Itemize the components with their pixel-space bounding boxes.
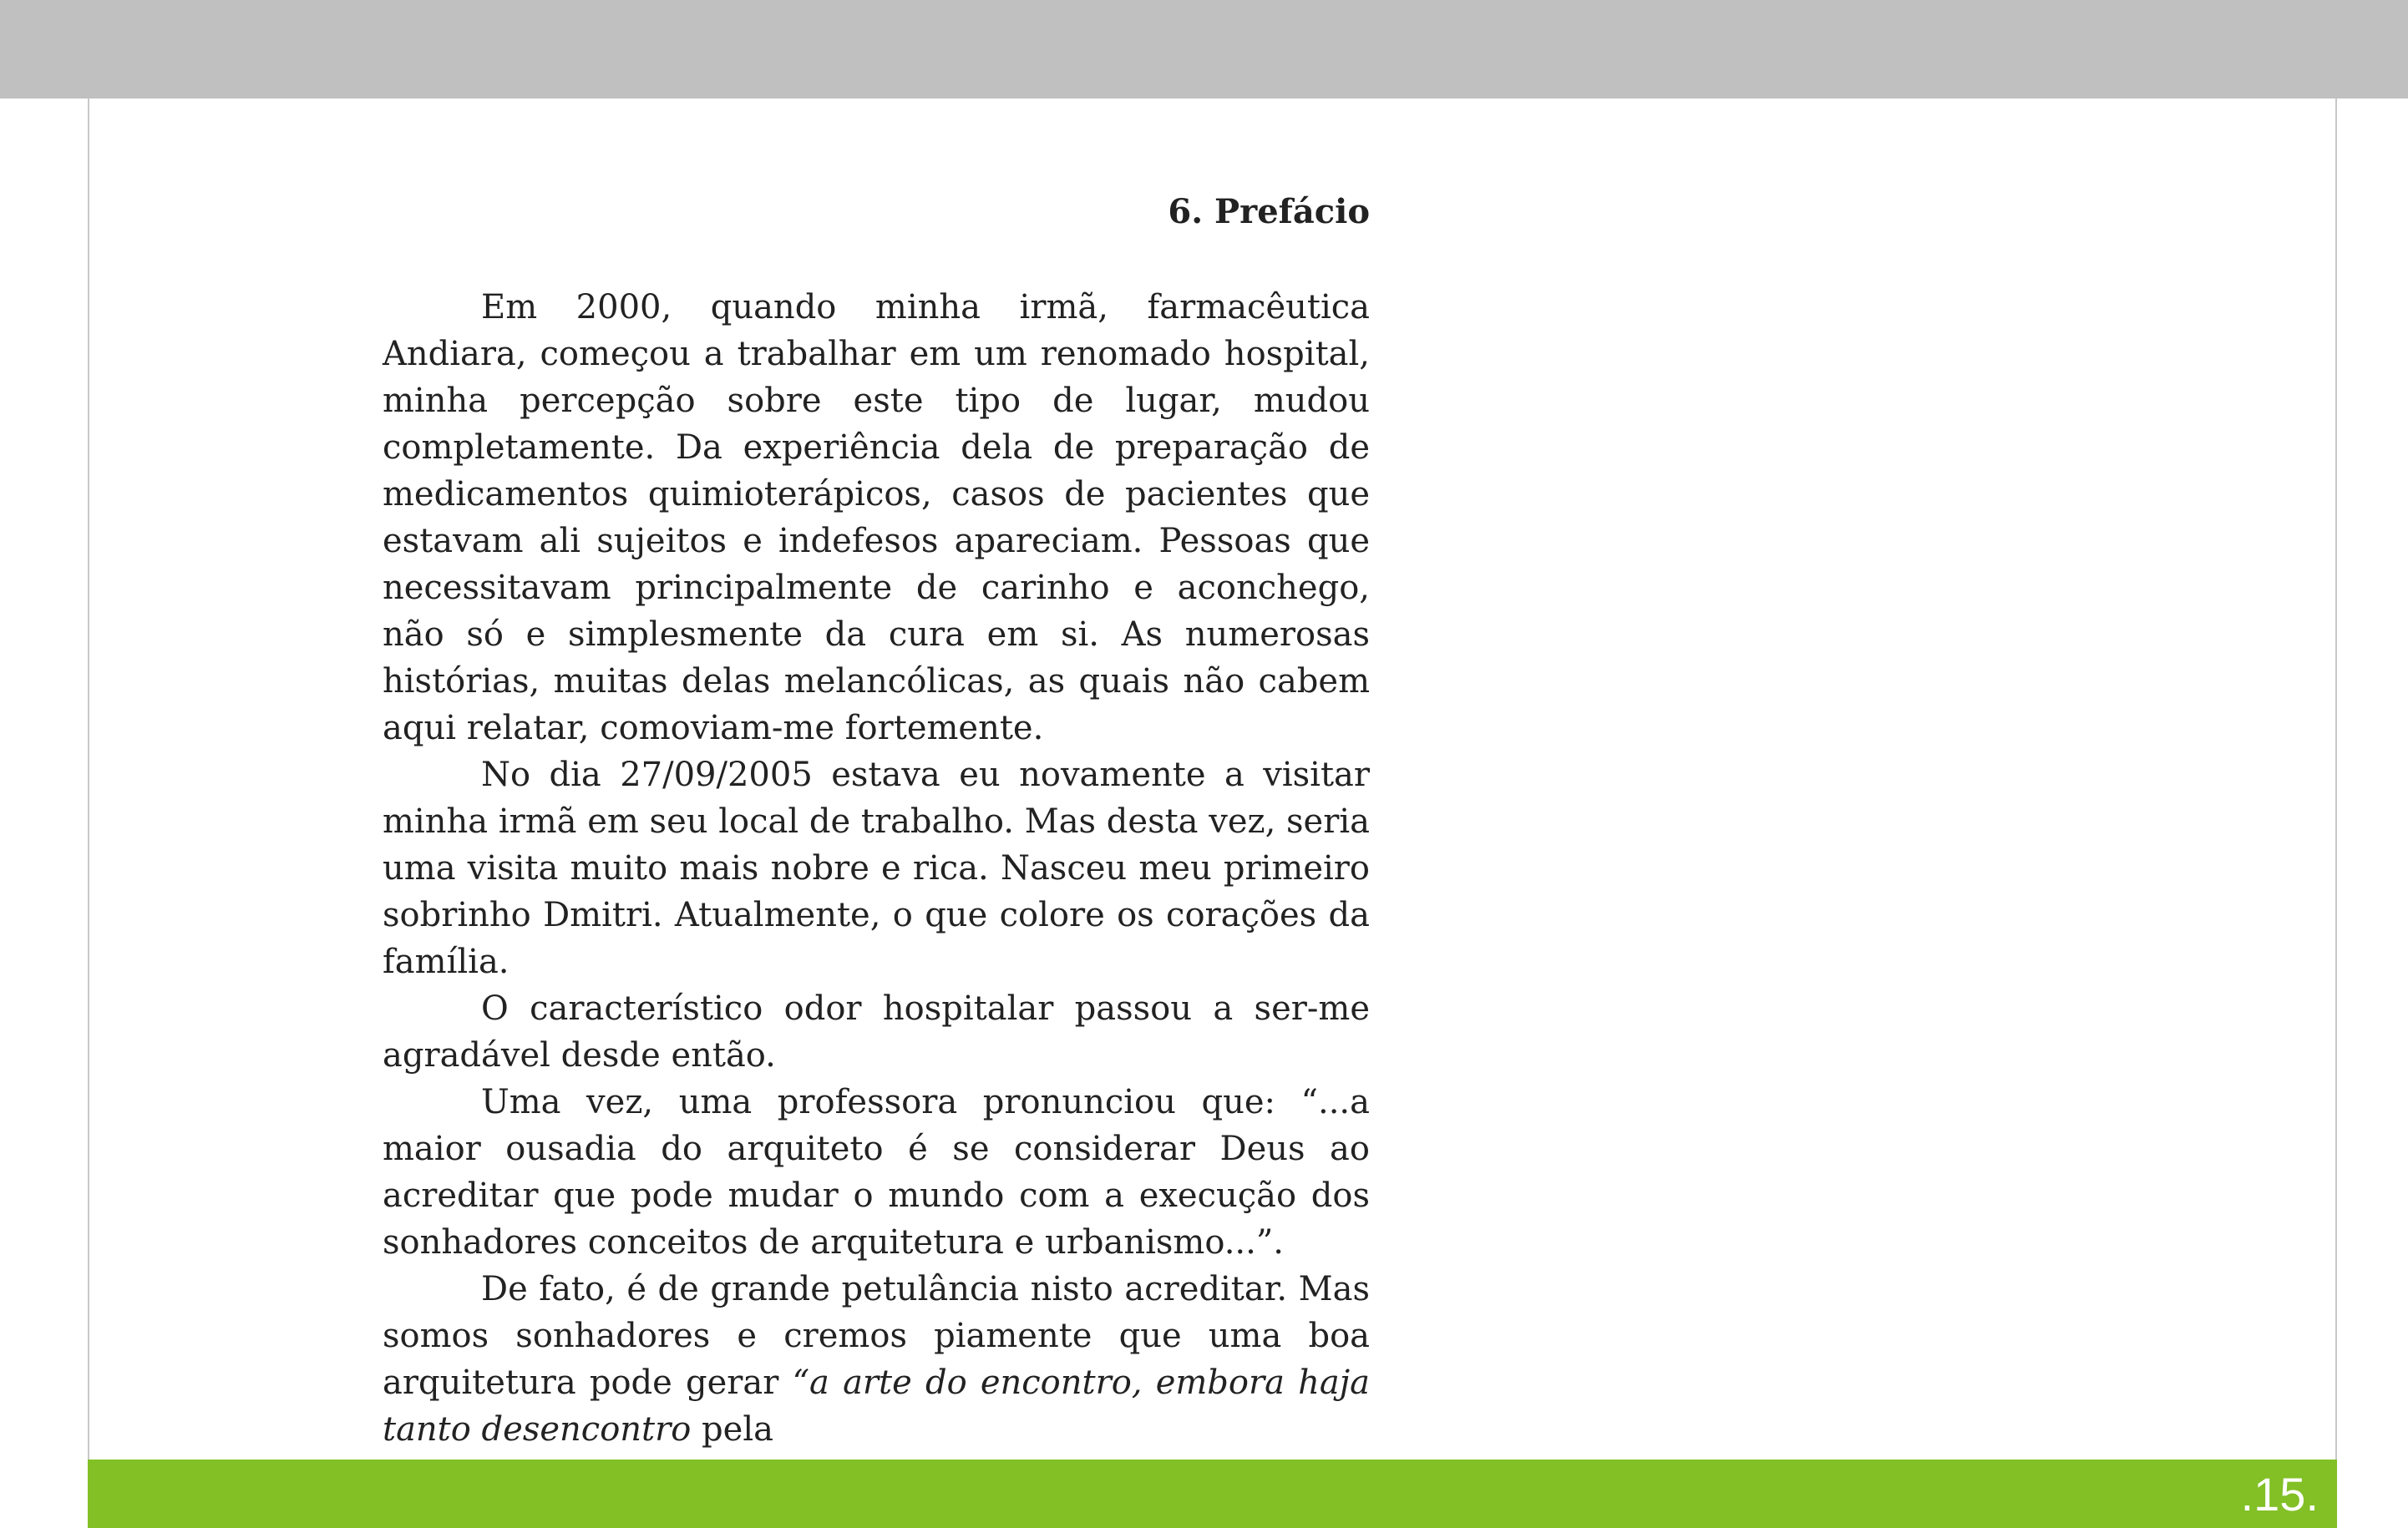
footer-bar xyxy=(88,1460,2337,1528)
paragraph-last xyxy=(383,1266,1370,1453)
page-number: .15. xyxy=(2240,1468,2319,1520)
paragraph: O característico odor hospitalar passou a ser-me agradável desde então. xyxy=(383,989,1370,1075)
paragraph: No dia 27/09/2005 estava eu novamente a visitar minha irmã em seu local de trabalho. Mas desta vez, seria uma visita muito mais nobre e rica. Nasceu meu primeiro sobrinho Dmitri. Atualmente, o que colore os corações da família. xyxy=(383,756,1370,981)
paragraph-text: De fato, é de grande petulância nisto acreditar. Mas somos sonhadores e cremos piamente que uma boa arquitetura pode gerar xyxy=(383,1270,1370,1402)
paragraph: Uma vez, uma professora pronunciou que: “...a maior ousadia do arquiteto é se considerar Deus ao acreditar que pode mudar o mundo com a execução dos sonhadores conceitos de arquitetura e urbanismo...”. xyxy=(383,1083,1370,1262)
paragraph: Em 2000, quando minha irmã, farmacêutica Andiara, começou a trabalhar em um renomado hospital, minha percepção sobre este tipo de lugar, mudou completamente. Da experiência dela de preparação de medicamentos quimioterápicos, casos de pacientes que estavam ali sujeitos e indefesos apareciam. Pessoas que necessitavam principalmente de carinho e aconchego, não só e simplesmente da cura em si. As numerosas histórias, muitas delas melancólicas, as quais não cabem aqui relatar, comoviam-me fortemente. xyxy=(383,288,1370,747)
top-header-bar xyxy=(0,0,2408,99)
document-body xyxy=(383,189,1370,1453)
section-heading: 6. Prefácio xyxy=(1168,192,1370,231)
paragraph-text-end: pela xyxy=(691,1410,773,1449)
quoted-phrase: “a arte do encontro, embora haja tanto desencontro xyxy=(383,1364,1371,1449)
